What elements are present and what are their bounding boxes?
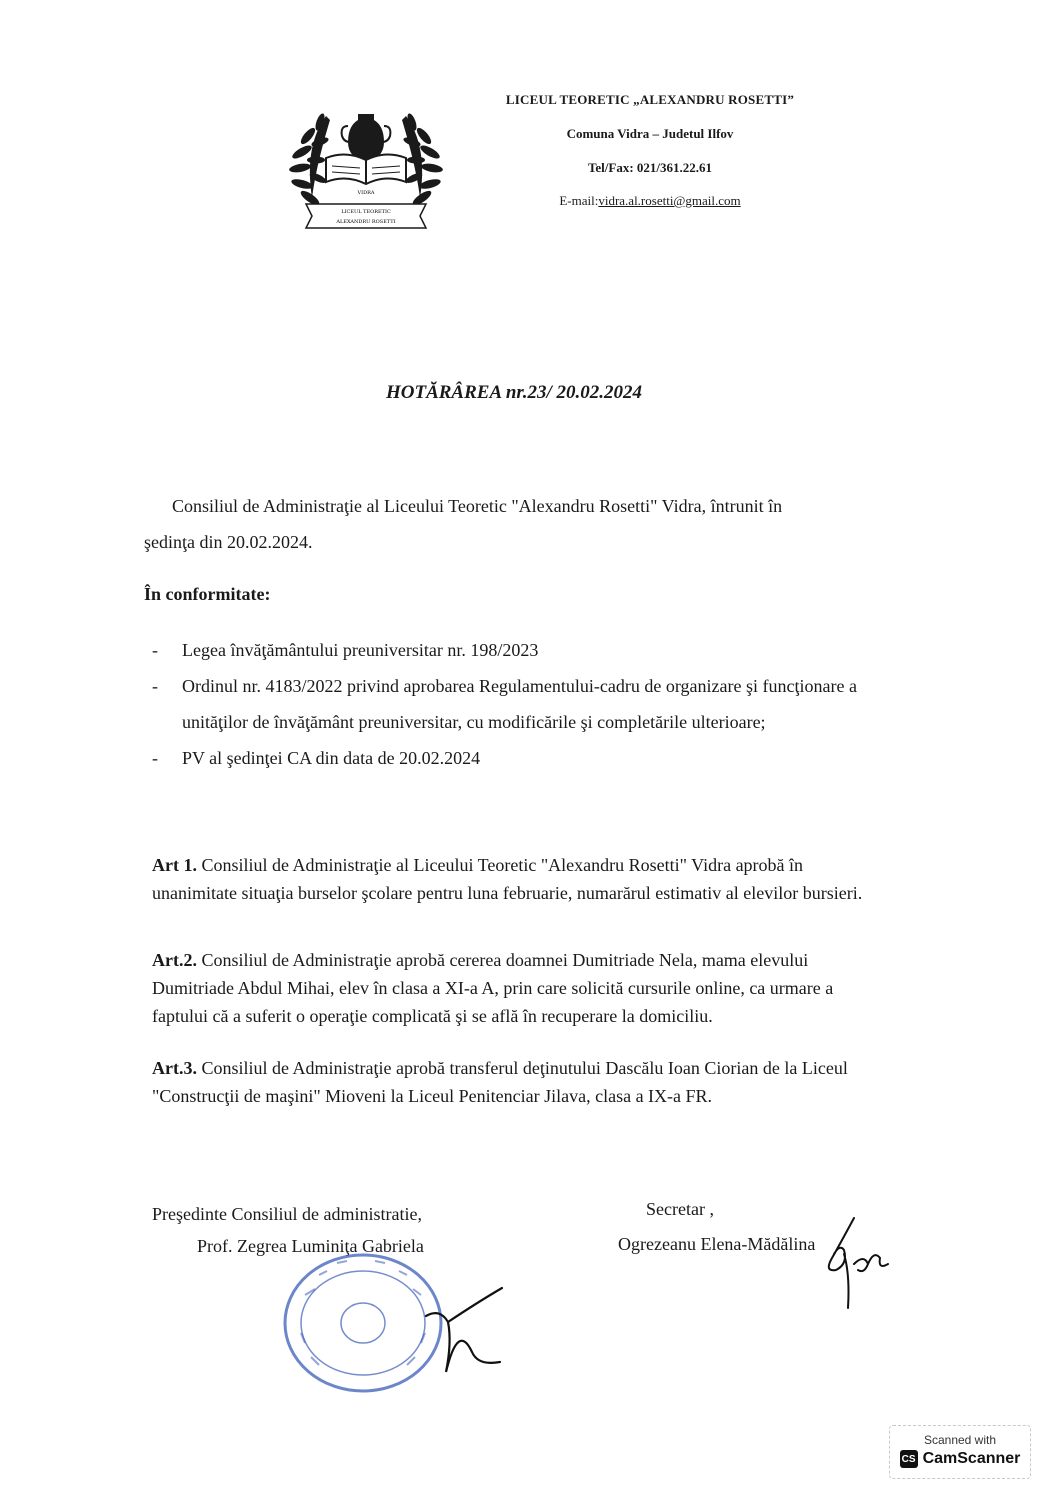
list-item: - Legea învăţământului preuniversitar nr. 198/2023 (152, 632, 892, 668)
bullet-dash: - (152, 748, 158, 768)
svg-text:LICEUL TEORETIC: LICEUL TEORETIC (341, 209, 391, 215)
article-text: Consiliul de Administraţie aprobă transferul deţinutului Dascălu Ioan Ciorian de la Liceul "Construcţii de maşini" Mioveni la Liceul Penitenciar Jilava, clasa a IX-a FR. (152, 1058, 848, 1106)
president-signature (418, 1282, 510, 1382)
article-label: Art 1. (152, 855, 197, 875)
school-location: Comuna Vidra – Judetul Ilfov (566, 126, 734, 141)
article-text: Consiliul de Administraţie aprobă cererea doamnei Dumitriade Nela, mama elevului Dumitriade Abdul Mihai, elev în clasa a XI-a A, prin care solicită cursurile online, ca urmare a faptului că a suferit o operaţie complicată şi se află în recuperare la domiciliu. (152, 950, 834, 1026)
secretary-role: Secretar , (646, 1199, 714, 1219)
document-title: HOTĂRÂREA nr.23/ 20.02.2024 (385, 382, 643, 403)
school-phone: Tel/Fax: 021/361.22.61 (587, 160, 713, 175)
secretary-name: Ogrezeanu Elena-Mădălina (618, 1234, 816, 1254)
article-label: Art.2. (152, 950, 197, 970)
president-role: Preşedinte Consiliul de administratie, (152, 1204, 422, 1224)
intro-paragraph (144, 488, 884, 560)
email-label: E-mail: (559, 193, 599, 208)
conformity-heading: În conformitate: (144, 584, 271, 604)
article-2 (152, 946, 872, 1030)
school-header (480, 92, 820, 209)
school-logo (286, 86, 446, 234)
svg-text:ALEXANDRU ROSETTI: ALEXANDRU ROSETTI (336, 219, 396, 225)
intro-line-2: şedinţa din 20.02.2024. (144, 532, 313, 552)
article-1 (152, 851, 872, 907)
bullet-dash: - (152, 676, 158, 696)
camscanner-name: CamScanner (922, 1450, 1021, 1467)
svg-text:VIDRA: VIDRA (357, 190, 375, 196)
president-name: Prof. Zegrea Luminiţa Gabriela (197, 1236, 424, 1256)
list-item: - PV al şedinţei CA din data de 20.02.2024 (152, 740, 892, 776)
camscanner-icon: CS (900, 1450, 918, 1468)
email-link[interactable]: vidra.al.rosetti@gmail.com (598, 193, 741, 208)
article-3 (152, 1054, 872, 1110)
school-name: LICEUL TEORETIC „ALEXANDRU ROSETTI” (505, 92, 795, 107)
bullet-dash: - (152, 640, 158, 660)
list-item: - Ordinul nr. 4183/2022 privind aprobarea Regulamentului-cadru de organizare şi funcţionare a unităţilor de învăţământ preuniversitar, cu modificările şi completările ulterioare; (152, 668, 892, 740)
article-text: Consiliul de Administraţie al Liceului Teoretic "Alexandru Rosetti" Vidra aprobă în unanimitate situaţia burselor şcolare pentru luna februarie, numarărul estimativ al elevilor bursieri. (152, 855, 863, 903)
article-label: Art.3. (152, 1058, 197, 1078)
camscanner-brand (890, 1450, 1030, 1468)
conformity-list (152, 632, 892, 776)
school-email-row (480, 193, 820, 209)
secretary-signature (814, 1214, 894, 1310)
camscanner-badge (889, 1425, 1031, 1479)
scanned-with-label: Scanned with (923, 1433, 997, 1447)
intro-line-1: Consiliul de Administraţie al Liceului Teoretic "Alexandru Rosetti" Vidra, întrunit în (172, 496, 783, 516)
